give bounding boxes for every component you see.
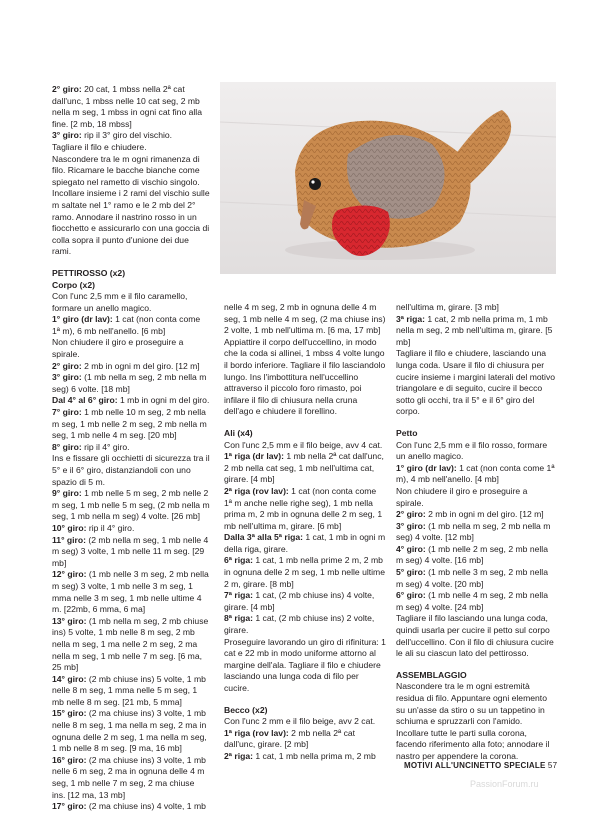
instruction-line bbox=[52, 142, 210, 154]
instruction-text: Tagliare il filo lasciando una lunga coda, quindi usarla per cucire il petto sul corpo dell'uccellino. Con il filo di chiusura cucire le ali su ciascun lato del pettirosso. bbox=[396, 613, 554, 659]
page-footer bbox=[404, 761, 557, 770]
instruction-line bbox=[396, 509, 556, 521]
instruction-label: 2° giro: bbox=[52, 84, 82, 94]
instruction-label: 1ª riga (dr lav): bbox=[224, 451, 285, 462]
vischio-finish-block bbox=[52, 84, 210, 258]
instruction-label: 10° giro: bbox=[52, 522, 87, 533]
instruction-line bbox=[52, 291, 210, 314]
instruction-line bbox=[224, 613, 386, 636]
instruction-label: 12° giro: bbox=[52, 569, 87, 580]
instruction-text: 1 cat, 1 mb nella prima m, 2 mb bbox=[252, 750, 376, 761]
magazine-title: MOTIVI ALL'UNCINETTO SPECIALE bbox=[404, 761, 546, 770]
instruction-line bbox=[52, 453, 210, 488]
instruction-line bbox=[52, 84, 210, 130]
instruction-text: Con l'unc 2,5 mm e il filo caramello, formare un anello magico. bbox=[52, 291, 188, 313]
instruction-label: 4° giro: bbox=[396, 543, 426, 554]
instruction-label: 6ª riga: bbox=[224, 555, 253, 566]
instruction-line bbox=[52, 407, 210, 442]
robin-photo bbox=[220, 82, 556, 274]
instruction-label: 6° giro: bbox=[396, 590, 426, 601]
instruction-line bbox=[52, 395, 210, 407]
instruction-line bbox=[396, 521, 556, 544]
subsection-title-petto: Petto bbox=[396, 427, 418, 438]
instruction-text: (1 mb nelle 4 m seg, 2 mb nella m seg) 4 volte. [24 mb] bbox=[396, 590, 548, 612]
instruction-line bbox=[52, 488, 210, 523]
instruction-line bbox=[396, 314, 556, 349]
instruction-text: Con l'unc 2,5 mm e il filo rosso, formare un anello magico. bbox=[396, 439, 548, 462]
instruction-line bbox=[52, 708, 210, 754]
instruction-line bbox=[396, 613, 556, 659]
instruction-text: rip il 4° giro. bbox=[81, 441, 130, 452]
instruction-text: (2 mb nella m seg, 1 mb nelle 4 m seg) 3 volte, 1 mb nelle 11 m seg. [29 mb] bbox=[52, 534, 209, 568]
instruction-line bbox=[396, 440, 556, 463]
instruction-line bbox=[396, 590, 556, 613]
instruction-label: Dalla 3ª alla 5ª riga: bbox=[224, 532, 303, 543]
subsection-title-corpo: Corpo (x2) bbox=[52, 279, 95, 290]
instruction-label: 8° giro: bbox=[52, 441, 82, 452]
instruction-line bbox=[224, 751, 386, 763]
robin-eye bbox=[309, 178, 321, 190]
instruction-label: 3ª riga: bbox=[396, 313, 425, 324]
instruction-label: 3° giro: bbox=[396, 520, 426, 531]
instruction-label: 14° giro: bbox=[52, 673, 87, 684]
instruction-text: Tagliare il filo e chiudere. bbox=[52, 141, 147, 152]
instruction-line bbox=[52, 442, 210, 454]
instruction-text: nelle 4 m seg, 2 mb in ognuna delle 4 m seg, 1 mb nelle 4 m seg, (2 ma chiuse ins) 2 volte, 1 mb nell'ultima m. [6 ma, 17 mb] bbox=[224, 302, 386, 336]
instruction-text: 2 mb in ogni m del giro. [12 m] bbox=[81, 360, 200, 371]
instruction-text: 1 cat, 2 mb nella prima m, 1 mb nella m seg, 2 mb nell'ultima m, girare. [5 mb] bbox=[396, 313, 553, 347]
instruction-text: Ins e fissare gli occhietti di sicurezza tra il 5° e il 6° giro, distanziandoli con uno spazio di 5 m. bbox=[52, 453, 210, 487]
instruction-line bbox=[396, 544, 556, 567]
instruction-text: (1 mb nella m seg, 2 mb nella m seg) 6 volte. [18 mb] bbox=[52, 372, 207, 394]
instruction-text: Con l'unc 2 mm e il filo beige, avv 2 cat. bbox=[224, 716, 376, 727]
instruction-label: 15° giro: bbox=[52, 708, 87, 719]
instruction-label: 3° giro: bbox=[52, 130, 82, 141]
instruction-text: Appiattire il corpo dell'uccellino, in modo che la coda si allinei, 1 mbss 4 volte lungo il bordo inferiore. Tagliare il filo lasciandolo lungo. Ins l'imbottitura nell'uccellino attraverso il piccolo foro rimasto, poi infilare il filo di chiusura nella cruna dell'ago e chiudere il forellino. bbox=[224, 336, 386, 417]
instruction-label: 1ª riga (rov lav): bbox=[224, 727, 289, 738]
instruction-label: 7ª riga: bbox=[224, 590, 253, 601]
instruction-line bbox=[224, 440, 386, 452]
crochet-robin-illustration bbox=[220, 82, 556, 274]
instruction-line bbox=[396, 302, 556, 314]
instruction-text: 1 cat, 1 mb nella prime 2 m, 2 mb in ognuna delle 2 m seg, 1 mb nelle ultime 2 m, girare. [8 mb] bbox=[224, 555, 385, 589]
instruction-line bbox=[52, 154, 210, 258]
column-right bbox=[396, 302, 556, 763]
instruction-label: Dal 4° al 6° giro: bbox=[52, 395, 118, 406]
instruction-text: (1 mb nelle 3 m seg, 2 mb nella m seg) 3 volte, 1 mb nelle 3 m seg, 1 mma nelle 3 m seg, 1 mb nelle ultime 4 m. [22mb, 6 mma, 6 ma] bbox=[52, 569, 209, 615]
instruction-line bbox=[52, 755, 210, 801]
instruction-label: 2ª riga: bbox=[224, 750, 253, 761]
instruction-line bbox=[224, 486, 386, 532]
instruction-line bbox=[52, 535, 210, 570]
instruction-line bbox=[396, 567, 556, 590]
instruction-text: rip il 4° giro. bbox=[86, 522, 135, 533]
instruction-line bbox=[52, 130, 210, 142]
instruction-text: Non chiudere il giro e proseguire a spirale. bbox=[396, 485, 528, 508]
instruction-text: Nascondere tra le m ogni estremità residua di filo. Appuntare ogni elemento su un'asse da stiro o su un tappetino in schiuma e spruzzarli con l'amido. Incollare tutte le parti sulla corona, facendo riferimento alla foto; annodare il nastro per appendere la corona. bbox=[396, 681, 550, 761]
instruction-text: 1 cat (non conta come 1ª m anche nelle righe seg), 1 mb nella prima m, 2 mb in ognuna delle 2 m seg, 1 mb nell'ultima m, girare. [6 mb] bbox=[224, 485, 383, 531]
instruction-text: (2 mb chiuse ins) 5 volte, 1 mb nelle 8 m seg, 1 mma nelle 5 m seg, 1 mb nelle 8 m seg. [21 mb, 5 mma] bbox=[52, 673, 206, 707]
instruction-line bbox=[52, 337, 210, 360]
instruction-line bbox=[224, 302, 386, 337]
instruction-text: 1 cat, (2 mb chiuse ins) 2 volte, girare. bbox=[224, 613, 375, 636]
instruction-line bbox=[52, 801, 210, 813]
instruction-label: 9° giro: bbox=[52, 488, 82, 499]
instruction-line bbox=[52, 314, 210, 337]
ali-instructions bbox=[224, 440, 386, 695]
instruction-label: 3° giro: bbox=[52, 372, 82, 383]
corpo-instructions bbox=[52, 291, 210, 813]
instruction-text: (1 mb nella m seg, 2 mb chiuse ins) 5 volte, 1 mb nelle 8 m seg, 2 mb nella m seg, 1 ma nelle 2 m seg, 2 ma nella m seg, 1 mb nelle 7 m seg. [6 ma, 25 mb] bbox=[52, 615, 209, 673]
instruction-text: nell'ultima m, girare. [3 mb] bbox=[396, 302, 499, 312]
instruction-text: 1 mb in ogni m del giro. bbox=[117, 395, 210, 406]
instruction-label: 8ª riga: bbox=[224, 613, 253, 624]
page-number: 57 bbox=[547, 761, 558, 770]
instruction-text: (2 ma chiuse ins) 3 volte, 1 mb nelle 6 m seg, 2 ma in ognuna delle 4 m seg, 1 mb nelle 7 m seg, 2 ma chiuse ins. [12 ma, 13 mb] bbox=[52, 754, 206, 800]
instruction-label: 7° giro: bbox=[52, 407, 82, 418]
corpo-instructions-continued bbox=[224, 302, 386, 418]
instruction-label: 17° giro: bbox=[52, 801, 87, 812]
instruction-line bbox=[224, 728, 386, 751]
column-middle bbox=[224, 302, 386, 763]
instruction-line bbox=[224, 337, 386, 418]
subsection-title-becco: Becco (x2) bbox=[224, 704, 268, 715]
instruction-text: Non chiudere il giro e proseguire a spirale. bbox=[52, 337, 184, 360]
instruction-text: Nascondere tra le m ogni rimanenza di filo. Ricamare le bacche bianche come spiegato nel rametto di vischio singolo. Incollare insieme i 2 rami del vischio sulle m saltate nel 1° ramo e le 2 mb del 2° ramo. Annodare il nastrino rosso in un fiocchetto e assicurarlo con una goccia di colla sopra il punto d'unione dei due rami. bbox=[52, 153, 210, 257]
becco-instructions bbox=[224, 716, 386, 762]
instruction-label: 11° giro: bbox=[52, 534, 87, 545]
instruction-line bbox=[224, 451, 386, 486]
instruction-text: 1 mb nelle 10 m seg, 2 mb nella m seg, 1 mb nelle 2 m seg, 2 mb nella m seg, 1 mb nelle 4 m seg. [20 mb] bbox=[52, 407, 207, 441]
instruction-line bbox=[52, 616, 210, 674]
instruction-text: rip il 3° giro del vischio. bbox=[81, 130, 173, 141]
instruction-line bbox=[52, 674, 210, 709]
instruction-label: 5° giro: bbox=[396, 567, 426, 578]
instruction-text: 1 mb nella 2ª cat dall'unc, 2 mb nella cat seg, 1 mb nell'ultima cat, girare. [4 mb] bbox=[224, 451, 384, 485]
instruction-text: 20 cat, 1 mbss nella 2ª cat dall'unc, 1 mbss nelle 10 cat seg, 2 mb nella m seg, 1 mbss in ogni cat fino alla fine. [2 mb, 18 mbss] bbox=[52, 84, 202, 129]
instruction-line bbox=[52, 361, 210, 373]
instruction-text: 2 mb in ogni m del giro. [12 m] bbox=[425, 509, 544, 520]
instruction-line bbox=[396, 681, 556, 762]
instruction-text: (2 ma chiuse ins) 4 volte, 1 mb bbox=[86, 801, 206, 812]
instruction-line bbox=[224, 590, 386, 613]
instruction-text: (1 mb nelle 2 m seg, 2 mb nella m seg) 4 volte. [16 mb] bbox=[396, 543, 548, 566]
becco-instructions-continued bbox=[396, 302, 556, 418]
instruction-label: 13° giro: bbox=[52, 615, 87, 626]
petto-instructions bbox=[396, 440, 556, 660]
instruction-text: (1 mb nelle 3 m seg, 2 mb nella m seg) 4 volte. [20 mb] bbox=[396, 567, 548, 589]
instruction-line bbox=[224, 637, 386, 695]
instruction-text: 1 mb nelle 5 m seg, 2 mb nelle 2 m seg, 1 mb nelle 5 m seg, (2 mb nella m seg, 1 mb nella m seg) 4 volte. [26 mb] bbox=[52, 488, 210, 522]
instruction-text: 1 cat, (2 mb chiuse ins) 4 volte, girare. [4 mb] bbox=[224, 590, 375, 612]
instruction-label: 2° giro: bbox=[52, 360, 82, 371]
watermark: PassionForum.ru bbox=[470, 779, 539, 789]
instruction-text: 2 mb nella 2ª cat dall'unc, girare. [2 mb] bbox=[224, 727, 356, 750]
instruction-label: 2° giro: bbox=[396, 509, 426, 520]
instruction-text: Tagliare il filo e chiudere, lasciando una lunga coda. Usare il filo di chiusura per cucire insieme i margini laterali del motivo triangolare e di seguito, cucire il becco sotto gli occhi, tra il 5° e il 6° giro del corpo. bbox=[396, 348, 556, 417]
instruction-line bbox=[224, 555, 386, 590]
instruction-text: (2 ma chiuse ins) 3 volte, 1 mb nelle 8 m seg, 1 ma nella m seg, 2 ma in ognuna delle 2 m seg, 1 ma nella m seg, 1 mb nelle 8 m seg. [9 ma, 16 mb] bbox=[52, 708, 207, 754]
subsection-title-ali: Ali (x4) bbox=[224, 427, 253, 438]
instruction-text: 1 cat (non conta come 1ª m), 4 mb nell'anello. [4 mb] bbox=[396, 462, 555, 485]
column-left bbox=[52, 84, 210, 813]
subsection-title-assemblaggio: ASSEMBLAGGIO bbox=[396, 669, 467, 680]
instruction-text: (1 mb nella m seg, 2 mb nella m seg) 4 volte. [12 mb] bbox=[396, 520, 551, 543]
instruction-line bbox=[396, 486, 556, 509]
instruction-label: 16° giro: bbox=[52, 754, 87, 765]
instruction-text: 1 cat, 1 mb in ogni m della riga, girare. bbox=[224, 532, 386, 554]
instruction-line bbox=[224, 716, 386, 728]
instruction-text: Con l'unc 2,5 mm e il filo beige, avv 4 cat. bbox=[224, 439, 383, 450]
assemblaggio-instructions bbox=[396, 681, 556, 762]
instruction-label: 2ª riga (rov lav): bbox=[224, 485, 289, 496]
instruction-label: 1° giro (dr lav): bbox=[396, 462, 457, 473]
instruction-line bbox=[52, 523, 210, 535]
instruction-line bbox=[52, 372, 210, 395]
instruction-line bbox=[396, 463, 556, 486]
instruction-text: 1 cat (non conta come 1ª m), 6 mb nell'anello. [6 mb] bbox=[52, 314, 201, 336]
instruction-text: Proseguire lavorando un giro di rifinitura: 1 cat e 22 mb in modo uniforme attorno al margine dell'ala. Tagliare il filo e chiudere lasciando una lunga coda di filo per cucire. bbox=[224, 636, 386, 693]
instruction-line bbox=[224, 532, 386, 555]
section-title-pettirosso: PETTIROSSO (x2) bbox=[52, 267, 126, 278]
instruction-label: 1° giro (dr lav): bbox=[52, 314, 113, 325]
instruction-line bbox=[396, 348, 556, 418]
instruction-line bbox=[52, 569, 210, 615]
